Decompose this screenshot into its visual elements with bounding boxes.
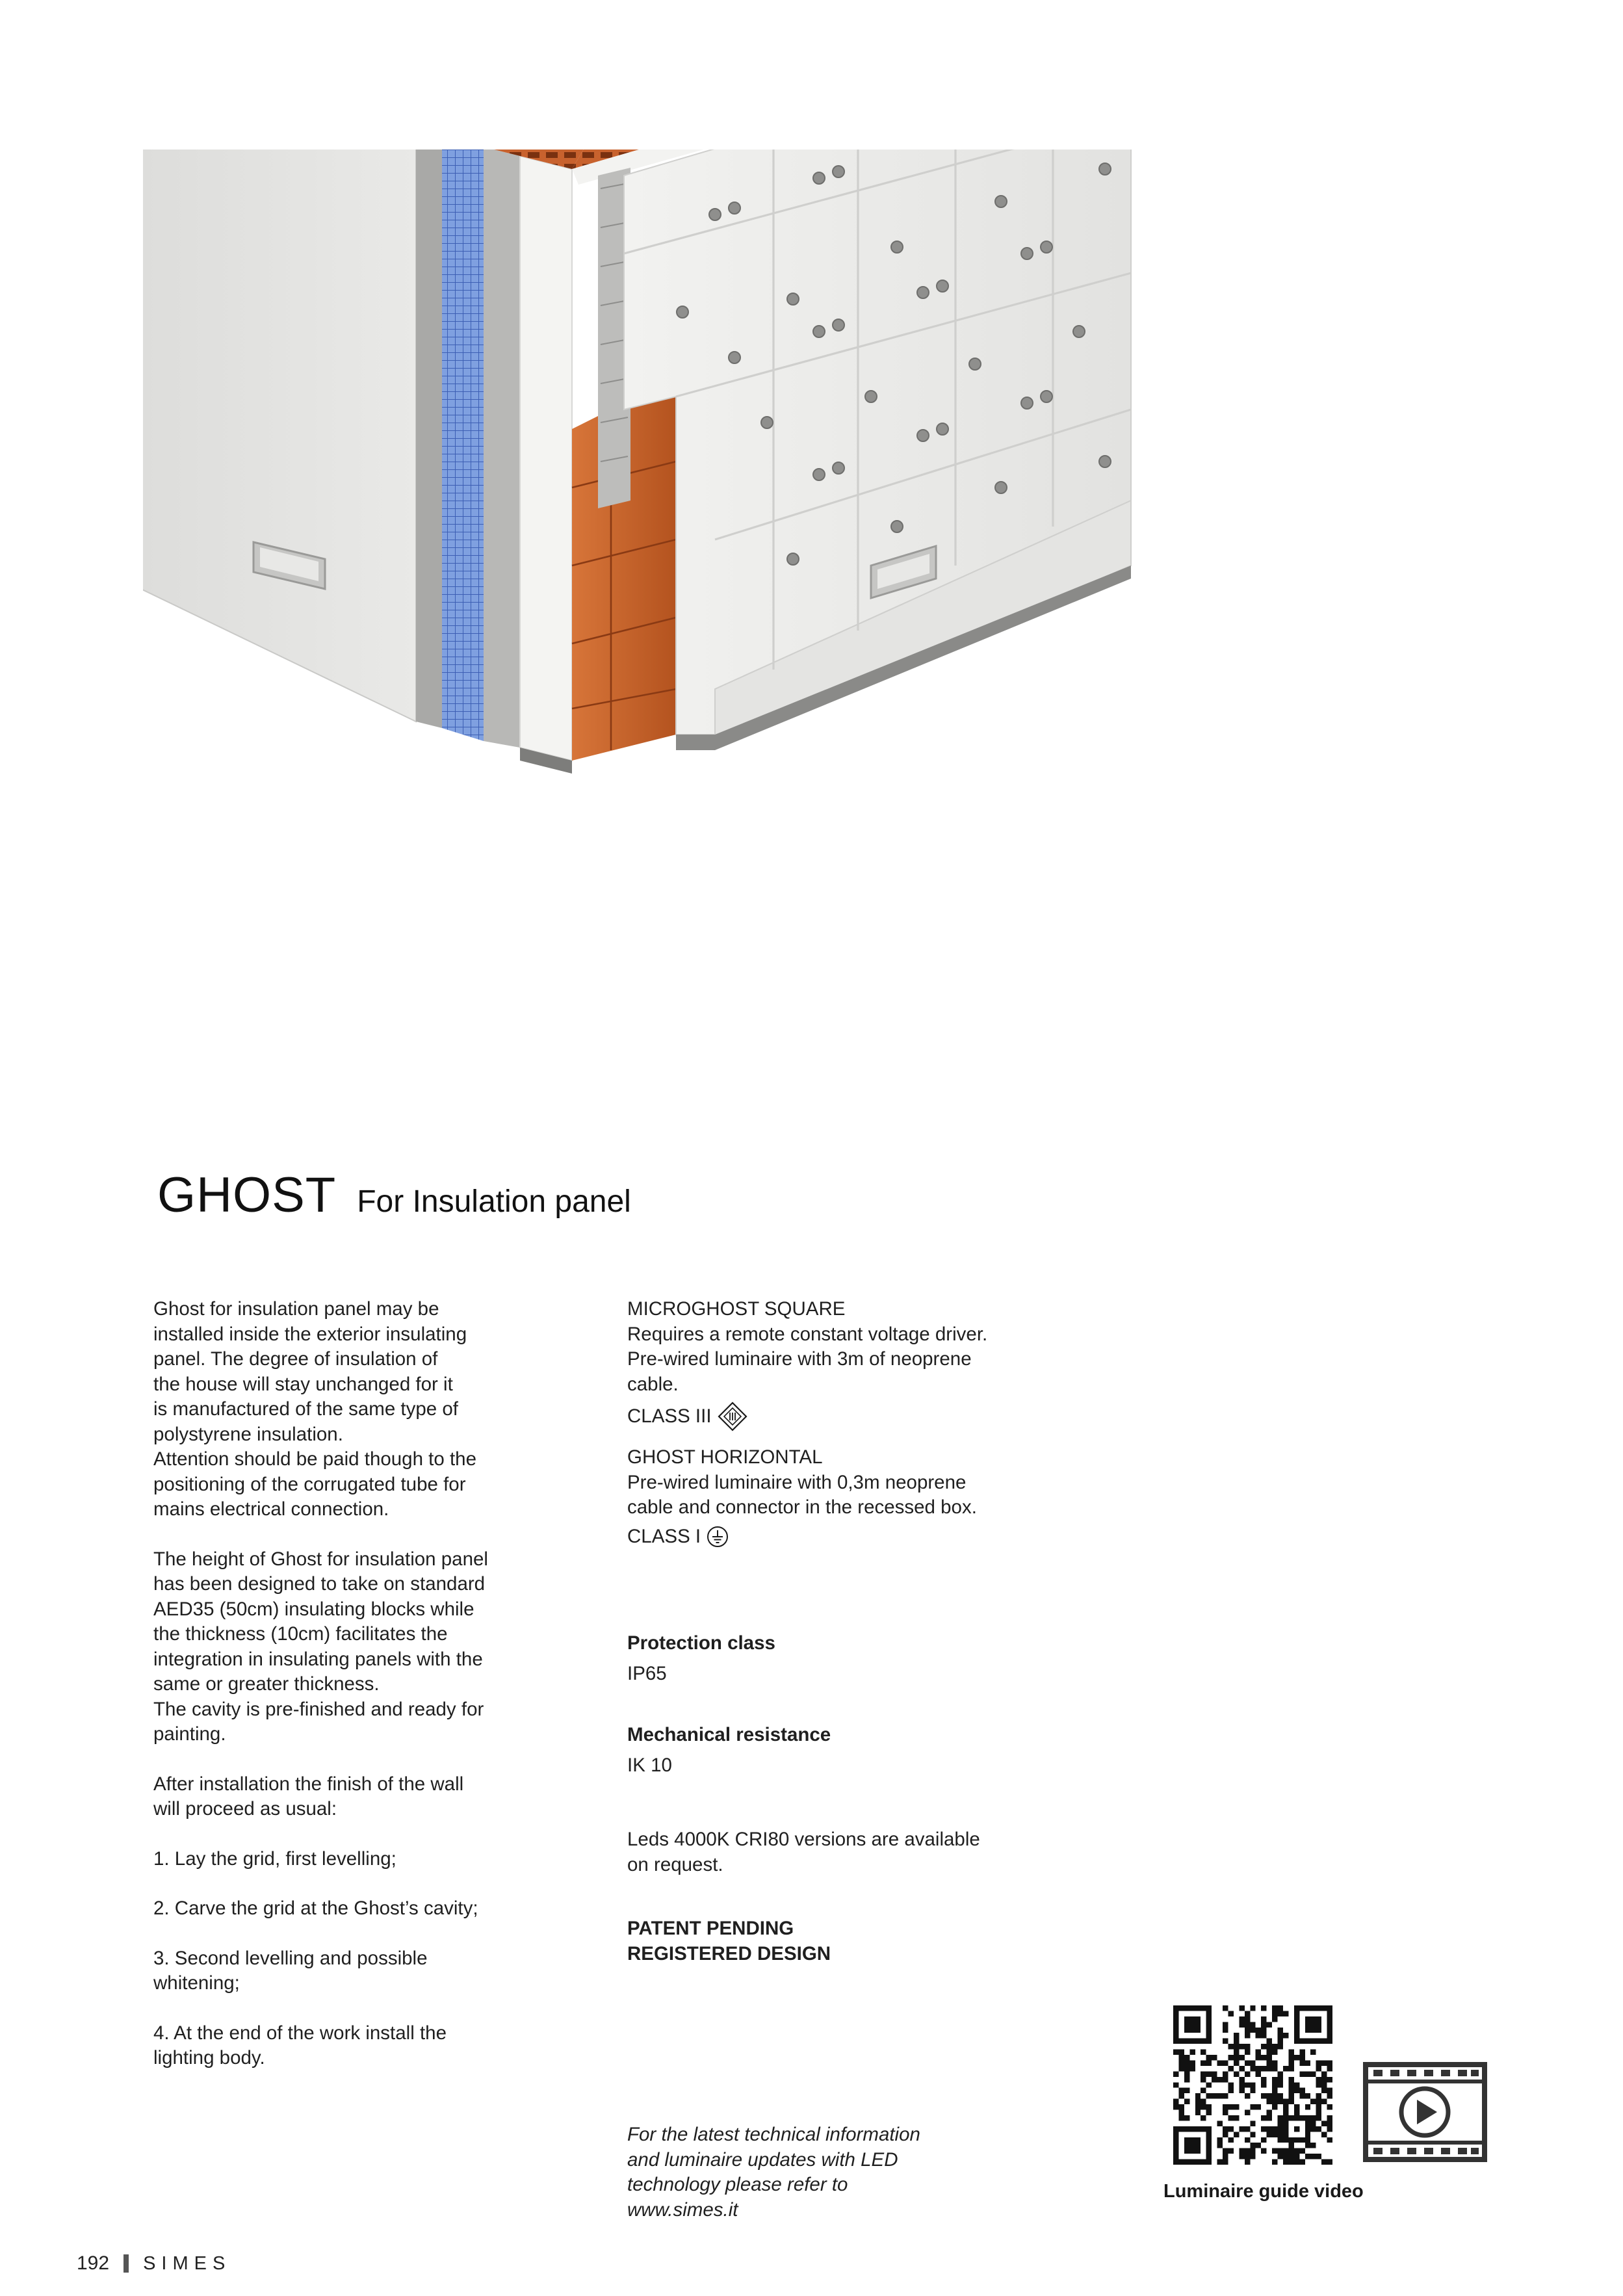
- class-i-label: CLASS I: [627, 1525, 701, 1547]
- description-line: The cavity is pre-finished and ready for: [153, 1698, 484, 1720]
- description-line: panel. The degree of insulation of: [153, 1348, 438, 1370]
- product-subtitle: For Insulation panel: [357, 1184, 631, 1219]
- film-play-icon[interactable]: [1362, 2061, 1488, 2163]
- description-line: mains electrical connection.: [153, 1498, 389, 1520]
- microghost-class: [627, 1401, 1082, 1432]
- paragraph-gap: [153, 1747, 608, 1772]
- paragraph-gap: [153, 1872, 608, 1896]
- description-line: same or greater thickness.: [153, 1673, 380, 1695]
- patent-line: REGISTERED DESIGN: [627, 1942, 831, 1964]
- earth-ground-icon: [706, 1525, 729, 1548]
- description-line: has been designed to take on standard: [153, 1573, 486, 1595]
- description-column: [153, 1297, 608, 2071]
- patent-line: PATENT PENDING: [627, 1918, 794, 1939]
- tech-note-line: technology please refer to: [627, 2174, 848, 2195]
- tech-note-line: and luminaire updates with LED: [627, 2148, 898, 2171]
- mechanical-resistance-label: Mechanical resistance: [627, 1724, 831, 1745]
- class-iii-diamond-icon: [717, 1401, 748, 1432]
- paragraph-gap: [153, 1522, 608, 1547]
- description-line: the house will stay unchanged for it: [153, 1373, 453, 1395]
- qr-code-icon[interactable]: [1173, 2005, 1332, 2165]
- description-line: 4. At the end of the work install the: [153, 2022, 447, 2044]
- microghost-title: MICROGHOST SQUARE: [627, 1298, 846, 1320]
- specs-column: [627, 1297, 1082, 1966]
- description-line: After installation the finish of the wall: [153, 1773, 464, 1795]
- microghost-line: cable.: [627, 1373, 679, 1395]
- description-line: polystyrene insulation.: [153, 1423, 343, 1445]
- page-number: 192: [77, 2252, 110, 2274]
- description-line: 1. Lay the grid, first levelling;: [153, 1847, 396, 1870]
- description-line: integration in insulating panels with the: [153, 1648, 483, 1670]
- tech-note: [627, 2122, 991, 2223]
- description-line: AED35 (50cm) insulating blocks while: [153, 1598, 474, 1620]
- description-line: painting.: [153, 1723, 226, 1745]
- description-line: 3. Second levelling and possible: [153, 1947, 428, 1969]
- tech-note-line: For the latest technical information: [627, 2124, 920, 2145]
- leds-note-line: on request.: [627, 1853, 723, 1875]
- footer-separator: [123, 2254, 129, 2273]
- description-line: will proceed as usual:: [153, 1798, 337, 1820]
- description-line: Attention should be paid though to the: [153, 1448, 476, 1470]
- description-line: The height of Ghost for insulation panel: [153, 1548, 488, 1570]
- description-line: the thickness (10cm) facilitates the: [153, 1623, 448, 1645]
- tech-note-link[interactable]: www.simes.it: [627, 2198, 738, 2221]
- leds-note-line: Leds 4000K CRI80 versions are available: [627, 1829, 980, 1850]
- description-line: 2. Carve the grid at the Ghost’s cavity;: [153, 1898, 478, 1919]
- protection-class-value: IP65: [627, 1662, 667, 1684]
- description-line: Ghost for insulation panel may be: [153, 1298, 439, 1320]
- description-line: installed inside the exterior insulating: [153, 1323, 467, 1345]
- product-name: GHOST: [157, 1168, 337, 1223]
- paragraph-gap: [153, 1822, 608, 1847]
- ghost-horizontal-title: GHOST HORIZONTAL: [627, 1446, 823, 1468]
- description-line: positioning of the corrugated tube for: [153, 1473, 466, 1495]
- page-footer: [77, 2252, 231, 2275]
- ghost-horizontal-line: cable and connector in the recessed box.: [627, 1496, 977, 1518]
- ghost-horizontal-class: [627, 1524, 1082, 1550]
- description-line: is manufactured of the same type of: [153, 1398, 458, 1420]
- microghost-line: Pre-wired luminaire with 3m of neoprene: [627, 1348, 972, 1370]
- description-line: whitening;: [153, 1972, 240, 1994]
- microghost-line: Requires a remote constant voltage driver.: [627, 1323, 988, 1345]
- ghost-horizontal-line: Pre-wired luminaire with 0,3m neoprene: [627, 1471, 967, 1493]
- mechanical-resistance-value: IK 10: [627, 1754, 672, 1776]
- paragraph-gap: [153, 1922, 608, 1946]
- brand-name: SIMES: [143, 2252, 231, 2274]
- paragraph-gap: [153, 1996, 608, 2021]
- video-caption: Luminaire guide video: [1163, 2181, 1364, 2202]
- class-iii-label: CLASS III: [627, 1405, 712, 1427]
- wall-section-illustration: [143, 150, 1417, 1073]
- description-line: lighting body.: [153, 2047, 265, 2068]
- protection-class-label: Protection class: [627, 1632, 775, 1654]
- product-title: [157, 1167, 631, 1223]
